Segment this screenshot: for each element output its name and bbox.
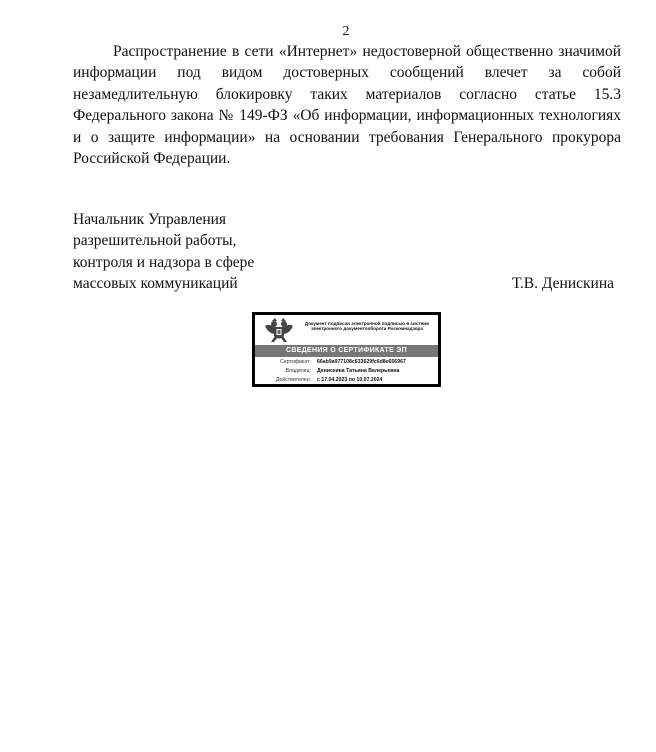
stamp-note: Документ подписан электронной подписью в системе электронного документооборота Роскомнадзора (304, 321, 430, 332)
signer-title-line: Начальник Управления (73, 211, 227, 228)
stamp-label: Действителен: (275, 377, 311, 383)
stamp-value: Денискина Татьяна Валерьевна (317, 368, 400, 374)
coat-of-arms-icon (262, 317, 296, 344)
signer-title-line: массовых коммуникаций (73, 275, 238, 293)
body-paragraph: Распространение в сети «Интернет» недостоверной общественно значимой информации под видом достоверных сообщений влечет за собой незамедлительную блокировку таких материалов согласно статье 15.3 Федерального закона № 149-ФЗ «Об информации, информационных технологиях и о защите информации» на основании требования Генерального прокурора Российской Федерации. (73, 43, 621, 168)
stamp-header: СВЕДЕНИЯ О СЕРТИФИКАТЕ ЭП (255, 345, 438, 357)
stamp-label: Владелец: (285, 368, 311, 374)
page-number: 2 (342, 24, 350, 39)
stamp-row-validity (255, 376, 438, 385)
stamp-value: с 17.04.2023 по 10.07.2024 (317, 377, 383, 383)
signer-name: Т.В. Денискина (512, 275, 614, 293)
e-signature-stamp (252, 312, 441, 387)
stamp-row-owner (255, 367, 438, 376)
signer-title-line: контроля и надзора в сфере (73, 253, 255, 271)
signature-block (73, 209, 621, 295)
stamp-row-certificate (255, 358, 438, 367)
stamp-value: 66ab9a977108c633629fc6d8e656967 (317, 359, 406, 365)
stamp-label: Сертификат: (280, 359, 311, 365)
signer-title-line: разрешительной работы, (73, 232, 237, 250)
